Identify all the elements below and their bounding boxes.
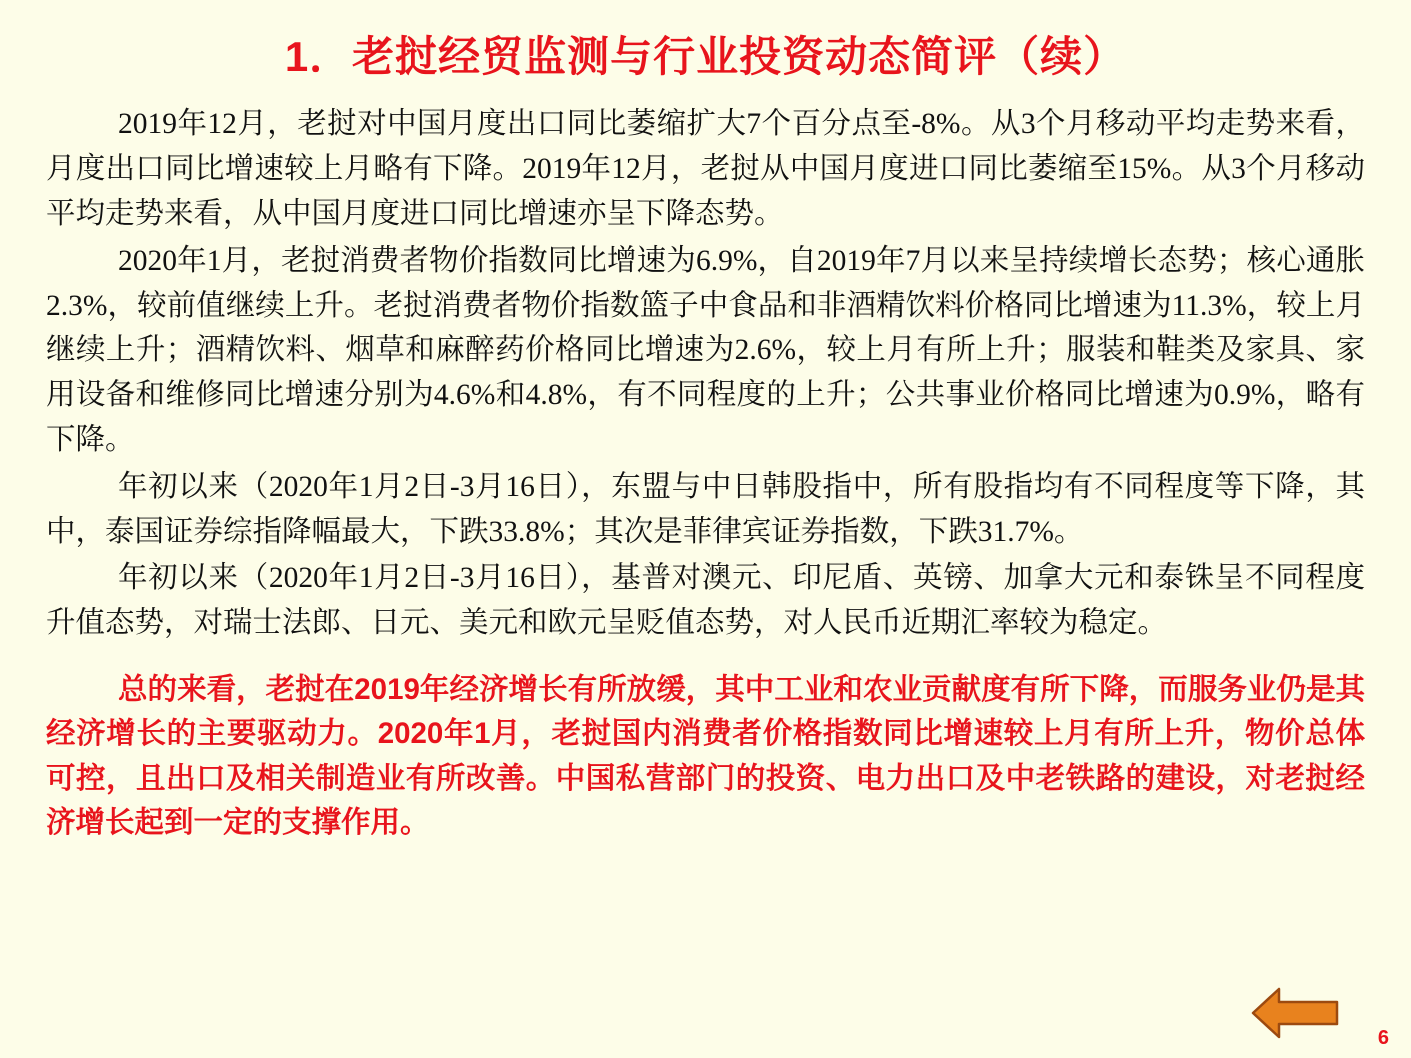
paragraph-4: 年初以来（2020年1月2日-3月16日），基普对澳元、印尼盾、英镑、加拿大元和泰铢呈不同程度升值态势，对瑞士法郎、日元、美元和欧元呈贬值态势，对人民币近期汇率较为稳定。 [46,562,1365,640]
page-number: 6 [1377,1027,1389,1049]
paragraph-3: 年初以来（2020年1月2日-3月16日），东盟与中日韩股指中，所有股指均有不同程度等下降，其中，泰国证券综指降幅最大，下跌33.8%；其次是菲律宾证券指数，下跌31.7%。 [46,470,1365,548]
slide-body [0,102,1411,845]
paragraph-2: 2020年1月，老挝消费者物价指数同比增速为6.9%，自2019年7月以来呈持续增长态势；核心通胀2.3%，较前值继续上升。老挝消费者物价指数篮子中食品和非酒精饮料价格同比增速为11.3%，较上月继续上升；酒精饮料、烟草和麻醉药价格同比增速为2.6%，较上月有所上升；服装和鞋类及家具、家用设备和维修同比增速分别为4.6%和4.8%，有不同程度的上升；公共事业价格同比增速为0.9%，略有下降。 [46,244,1365,456]
left-arrow-icon[interactable] [1251,986,1339,1040]
page-title: 1．老挝经贸监测与行业投资动态简评（续） [284,33,1127,80]
paragraph-1: 2019年12月，老挝对中国月度出口同比萎缩扩大7个百分点至-8%。从3个月移动平均走势来看，月度出口同比增速较上月略有下降。2019年12月，老挝从中国月度进口同比萎缩至15%。从3个月移动平均走势来看，从中国月度进口同比增速亦呈下降态势。 [46,108,1365,230]
paragraph-summary: 总的来看，老挝在2019年经济增长有所放缓，其中工业和农业贡献度有所下降，而服务业仍是其经济增长的主要驱动力。2020年1月，老挝国内消费者价格指数同比增速较上月有所上升，物价总体可控，且出口及相关制造业有所改善。中国私营部门的投资、电力出口及中老铁路的建设，对老挝经济增长起到一定的支撑作用。 [46,673,1365,839]
